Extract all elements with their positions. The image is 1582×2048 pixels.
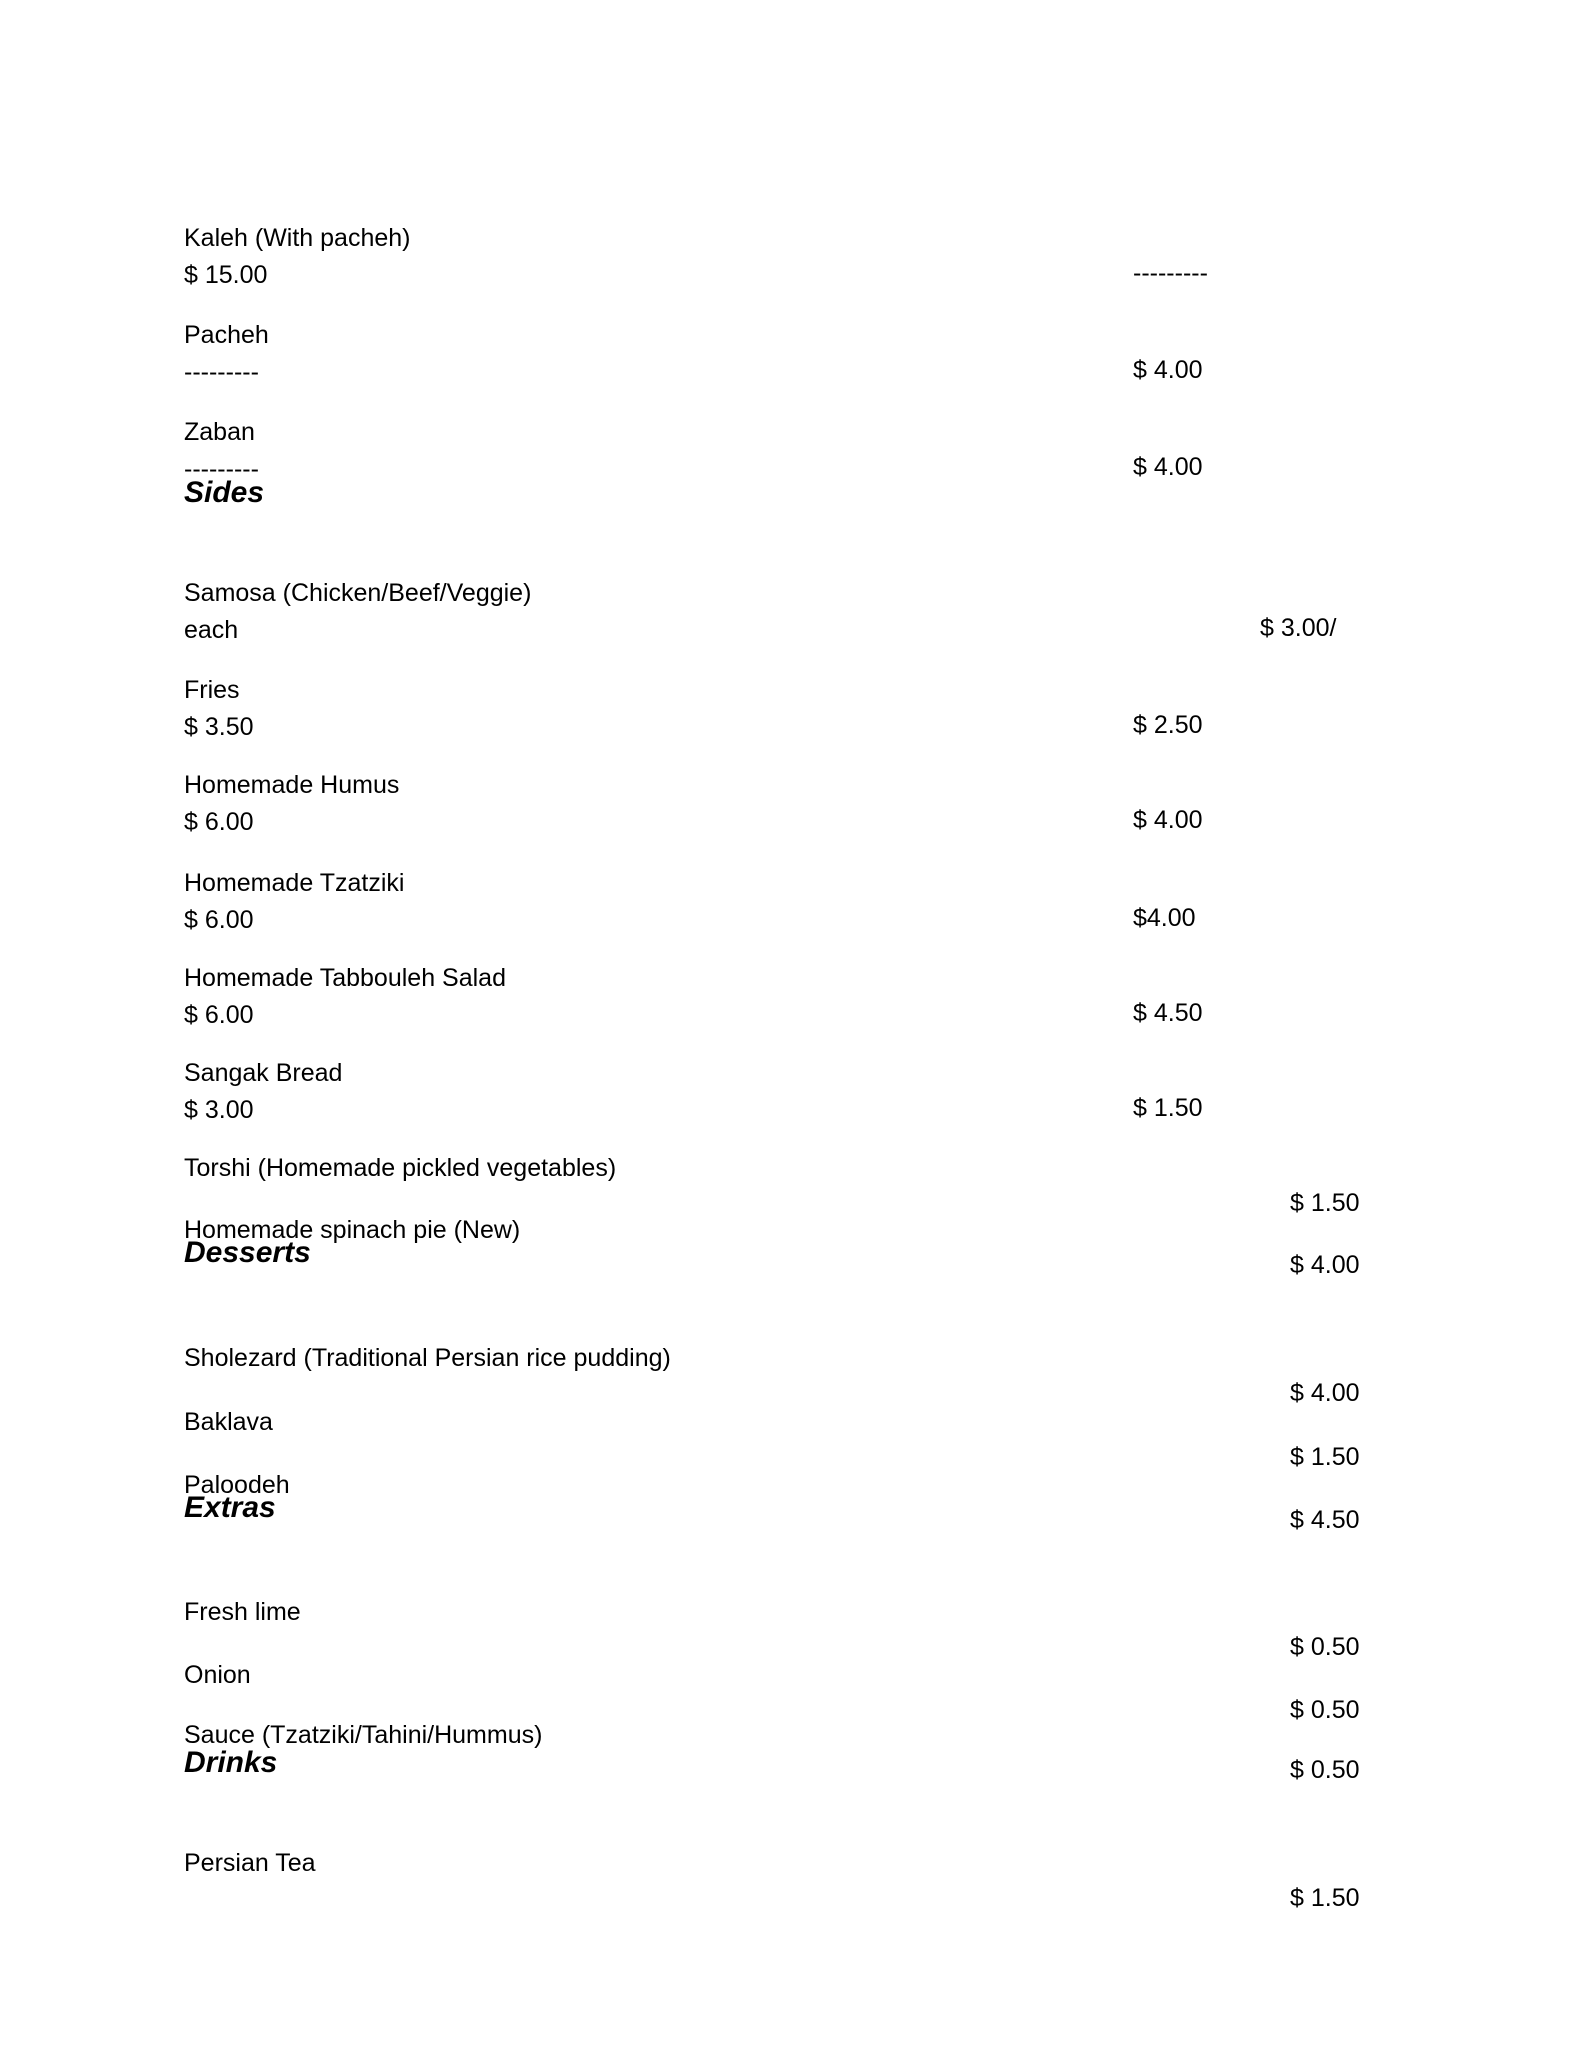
menu-item-row (0, 1306, 1582, 1407)
item-price: $ 0.50 (1290, 1756, 1360, 1784)
item-price: $ 4.50 (1290, 1506, 1360, 1534)
item-wrap-text: each (184, 616, 239, 644)
item-price: $ 4.00 (1133, 356, 1203, 384)
section-heading-drinks: Drinks (184, 1746, 278, 1779)
menu-item-row (0, 1116, 1582, 1217)
item-price: $ 4.00 (1290, 1379, 1360, 1407)
item-name: Homemade Humus (184, 771, 400, 799)
item-name: Persian Tea (184, 1849, 316, 1877)
item-price: $ 1.50 (1290, 1884, 1360, 1912)
item-name: Homemade Tzatziki (184, 869, 405, 897)
item-name: Pacheh (184, 321, 269, 349)
menu-item-wrap-row (0, 223, 1582, 289)
item-name: Paloodeh (184, 1471, 290, 1499)
item-price: $ 1.50 (1133, 1094, 1203, 1122)
item-price: $ 4.00 (1133, 453, 1203, 481)
item-dashes: --------- (184, 455, 259, 483)
section-heading-desserts: Desserts (184, 1236, 311, 1269)
menu-item-row (0, 1623, 1582, 1724)
section-heading-extras: Extras (184, 1491, 276, 1524)
item-price: $ 3.00/ (1260, 614, 1337, 642)
menu-item-row (0, 1560, 1582, 1661)
menu-item-row (0, 283, 1582, 384)
item-name: Homemade spinach pie (New) (184, 1216, 521, 1244)
item-name: Baklava (184, 1408, 273, 1436)
item-dashes: --------- (184, 358, 259, 386)
item-price: $ 0.50 (1290, 1633, 1360, 1661)
item-name: Zaban (184, 418, 255, 446)
item-price: $ 0.50 (1290, 1696, 1360, 1724)
item-price: $ 4.50 (1133, 999, 1203, 1027)
item-wrap-price: $ 6.00 (184, 1001, 254, 1029)
item-name: Onion (184, 1661, 251, 1689)
item-wrap-price: $ 3.50 (184, 713, 254, 741)
item-dashes: --------- (1133, 259, 1208, 287)
menu-item-row (0, 380, 1582, 481)
item-wrap-price: $ 6.00 (184, 906, 254, 934)
item-price: $ 1.50 (1290, 1189, 1360, 1217)
item-name: Sholezard (Traditional Persian rice pudding) (184, 1344, 671, 1372)
item-name: Sangak Bread (184, 1059, 343, 1087)
menu-item-row (0, 1811, 1582, 1912)
item-name: Torshi (Homemade pickled vegetables) (184, 1154, 617, 1182)
item-price: $4.00 (1133, 904, 1196, 932)
item-name: Kaleh (With pacheh) (184, 224, 411, 252)
item-name: Homemade Tabbouleh Salad (184, 964, 506, 992)
item-name: Samosa (Chicken/Beef/Veggie) (184, 579, 532, 607)
section-heading-sides: Sides (184, 476, 265, 509)
menu-item-row (0, 1370, 1582, 1471)
item-name: Sauce (Tzatziki/Tahini/Hummus) (184, 1721, 543, 1749)
item-wrap-price: $ 6.00 (184, 808, 254, 836)
item-wrap-price: $ 3.00 (184, 1096, 254, 1124)
item-name: Fries (184, 676, 240, 704)
item-price: $ 2.50 (1133, 711, 1203, 739)
item-wrap-price: $ 15.00 (184, 261, 268, 289)
item-price: $ 1.50 (1290, 1443, 1360, 1471)
item-price: $ 4.00 (1133, 806, 1203, 834)
item-price: $ 4.00 (1290, 1251, 1360, 1279)
item-name: Fresh lime (184, 1598, 301, 1626)
